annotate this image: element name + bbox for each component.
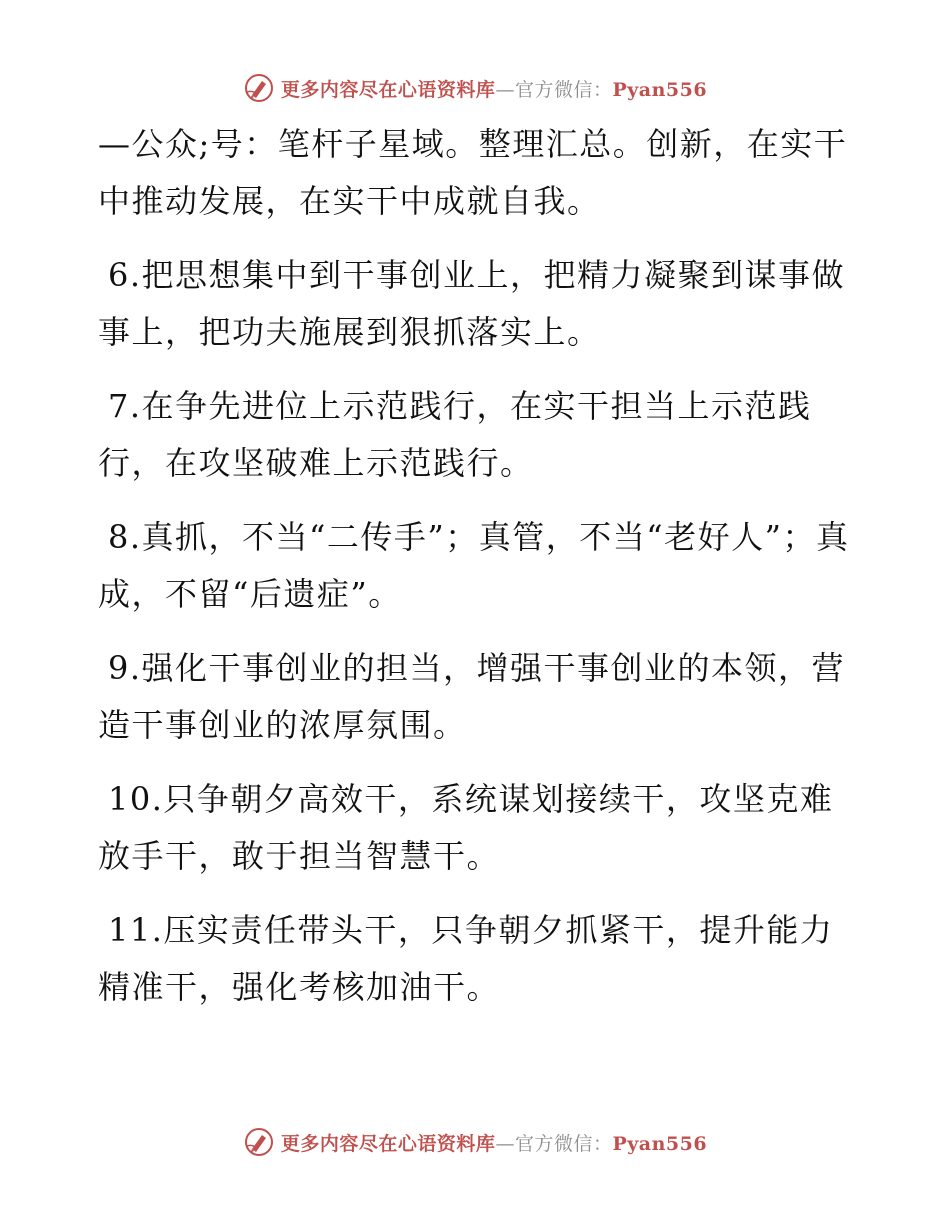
paragraph-11: [98, 902, 858, 1016]
header-banner-text: [281, 75, 707, 102]
footer-banner-dash: —: [495, 1132, 515, 1155]
footer-banner-middle: 官方微信：: [514, 1132, 613, 1155]
paragraph-number: 8.: [108, 518, 142, 556]
footer-banner: [0, 1122, 950, 1162]
main-content: [98, 116, 858, 1033]
header-banner-left: 更多内容尽在心语资料库: [280, 78, 496, 101]
paragraph-text: 压实责任带头干，只争朝夕抓紧干，提升能力精准干，强化考核加油干。: [98, 911, 834, 1006]
paragraph-text: 真抓，不当“二传手”；真管，不当“老好人”；真成，不留“后遗症”。: [98, 518, 850, 613]
footer-banner-left: 更多内容尽在心语资料库: [280, 1132, 496, 1155]
header-banner-middle: 官方微信：: [514, 78, 613, 101]
header-banner-dash: —: [495, 78, 515, 101]
header-banner: [0, 68, 950, 108]
paragraph-0: [98, 116, 858, 230]
footer-banner-id: Pyan556: [612, 1132, 708, 1155]
paragraph-text: —公众;号：笔杆子星域。整理汇总。创新，在实干中推动发展，在实干中成就自我。: [98, 125, 848, 220]
footer-banner-text: [281, 1129, 707, 1156]
paragraph-6: [98, 247, 858, 361]
paragraph-9: [98, 640, 858, 754]
paragraph-number: 7.: [108, 387, 142, 425]
paragraph-text: 把思想集中到干事创业上，把精力凝聚到谋事做事上，把功夫施展到狠抓落实上。: [98, 256, 846, 351]
paragraph-text: 只争朝夕高效干，系统谋划接续干，攻坚克难放手干，敢于担当智慧干。: [98, 780, 834, 875]
paragraph-text: 在争先进位上示范践行，在实干担当上示范践行，在攻坚破难上示范践行。: [98, 387, 812, 482]
paragraph-10: [98, 771, 858, 885]
pen-nib-seal-icon: [243, 1126, 275, 1158]
paragraph-number: 11.: [108, 911, 164, 949]
pen-nib-seal-icon: [243, 72, 275, 104]
header-banner-id: Pyan556: [612, 78, 708, 101]
paragraph-8: [98, 509, 858, 623]
paragraph-number: 10.: [108, 780, 164, 818]
paragraph-text: 强化干事创业的担当，增强干事创业的本领，营造干事创业的浓厚氛围。: [98, 649, 846, 744]
paragraph-number: 9.: [108, 649, 142, 687]
paragraph-number: 6.: [108, 256, 142, 294]
paragraph-7: [98, 378, 858, 492]
